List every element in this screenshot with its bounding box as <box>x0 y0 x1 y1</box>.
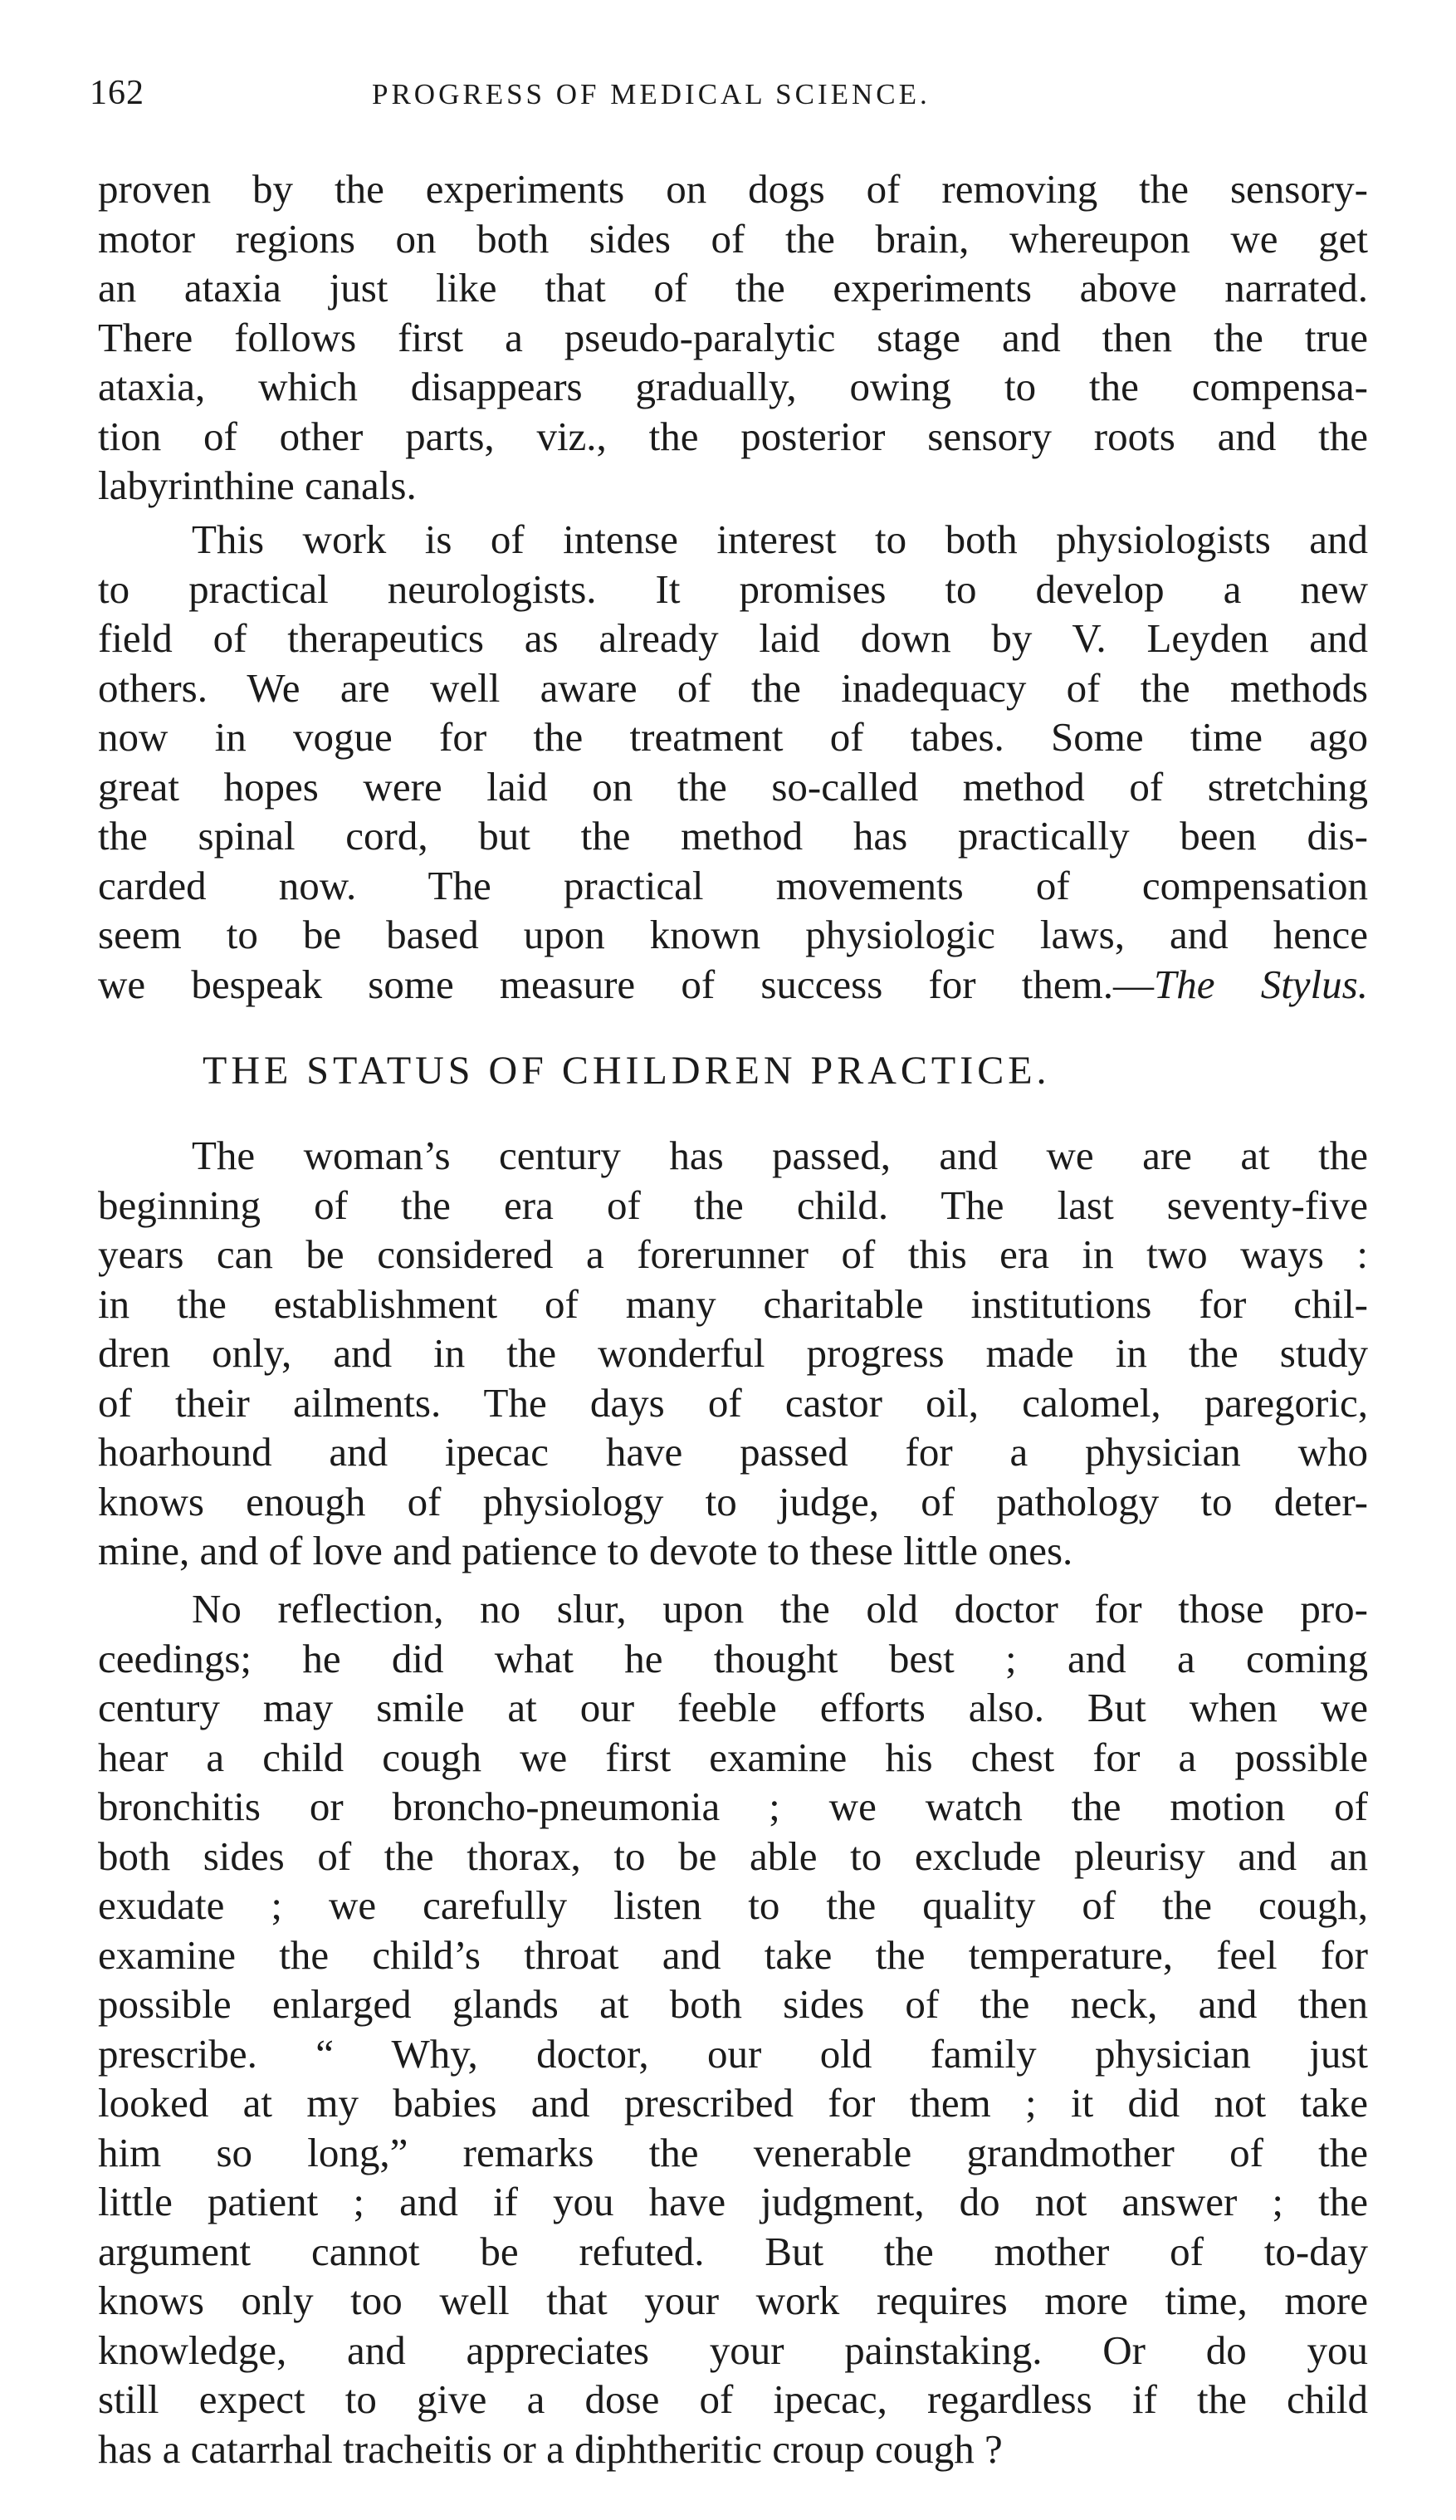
text-line: dren only, and in the wonderful progress made in the study <box>98 1330 1368 1376</box>
text-line: tion of other parts, viz., the posterior sensory roots and the <box>98 413 1368 459</box>
section-heading: THE STATUS OF CHILDREN PRACTICE. <box>203 1049 1051 1093</box>
text-line: him so long,” remarks the venerable grandmother of the <box>98 2129 1368 2175</box>
text-line: the spinal cord, but the method has practically been dis- <box>98 813 1368 859</box>
text-line: great hopes were laid on the so-called method of stretching <box>98 763 1368 810</box>
text-line: prescribe. “ Why, doctor, our old family physician just <box>98 2030 1368 2077</box>
text-line: exudate ; we carefully listen to the quality of the cough, <box>98 1882 1368 1928</box>
text-line: carded now. The practical movements of compensation <box>98 862 1368 908</box>
page-number: 162 <box>90 74 144 112</box>
running-head <box>90 73 1385 123</box>
text-line: examine the child’s throat and take the temperature, feel for <box>98 1931 1368 1978</box>
text-line: There follows first a pseudo-paralytic stage and then the true <box>98 314 1368 360</box>
text-line: of their ailments. The days of castor oil, calomel, paregoric, <box>98 1379 1368 1426</box>
paragraph <box>98 515 1368 1009</box>
text-line: motor regions on both sides of the brain, whereupon we get <box>98 215 1368 262</box>
paragraph-continued <box>98 164 1368 511</box>
text-line: century may smile at our feeble efforts also. But when we <box>98 1685 1368 1730</box>
text-line: ataxia, which disappears gradually, owing to the compensa- <box>98 364 1368 409</box>
text-line: mine, and of love and patience to devote to these little ones. <box>98 1528 1073 1573</box>
text-line: possible enlarged glands at both sides of the neck, and then <box>98 1981 1368 2027</box>
paragraph <box>98 1584 1368 2474</box>
text-line: still expect to give a dose of ipecac, regardless if the child <box>98 2376 1368 2422</box>
text-line: labyrinthine canals. <box>98 462 417 508</box>
text-line: The woman’s century has passed, and we are at the <box>192 1133 1368 1178</box>
text-line: No reflection, no slur, upon the old doctor for those pro- <box>192 1586 1368 1632</box>
text-line: an ataxia just like that of the experiments above narrated. <box>98 265 1368 311</box>
text-line: bronchitis or broncho-pneumonia ; we watch the motion of <box>98 1784 1368 1829</box>
text-line: hear a child cough we first examine his chest for a possible <box>98 1734 1368 1780</box>
text-line: knows only too well that your work requires more time, more <box>98 2278 1368 2323</box>
paragraph <box>98 1131 1368 1576</box>
text-line: others. We are well aware of the inadequacy of the methods <box>98 664 1368 711</box>
text-line: seem to be based upon known physiologic laws, and hence <box>98 912 1368 957</box>
text-line: knows enough of physiology to judge, of pathology to deter- <box>98 1478 1368 1524</box>
text-line-with-source <box>98 960 1368 1010</box>
text-line: has a catarrhal tracheitis or a diphtheritic croup cough ? <box>98 2425 1003 2472</box>
running-title: PROGRESS OF MEDICAL SCIENCE. <box>372 78 931 110</box>
text-line: in the establishment of many charitable institutions for chil- <box>98 1280 1368 1327</box>
text-line: argument cannot be refuted. But the mother of to-day <box>98 2228 1368 2274</box>
text-line: now in vogue for the treatment of tabes. Some time ago <box>98 714 1368 760</box>
text-line: field of therapeutics as already laid down by V. Leyden and <box>98 615 1368 661</box>
text-line: ceedings; he did what he thought best ; and a coming <box>98 1635 1368 1681</box>
text-line: looked at my babies and prescribed for them ; it did not take <box>98 2080 1368 2126</box>
text-line: little patient ; and if you have judgment, do not answer ; the <box>98 2179 1368 2224</box>
text-line: hoarhound and ipecac have passed for a physician who <box>98 1429 1368 1475</box>
text-line-prefix: we bespeak some measure of success for them.— <box>98 961 1155 1007</box>
text-line: proven by the experiments on dogs of removing the sensory- <box>98 166 1368 212</box>
text-line: years can be considered a forerunner of this era in two ways : <box>98 1231 1368 1277</box>
text-line: knowledge, and appreciates your painstaking. Or do you <box>98 2327 1368 2373</box>
text-line: beginning of the era of the child. The last seventy-five <box>98 1182 1368 1228</box>
text-line: both sides of the thorax, to be able to exclude pleurisy and an <box>98 1833 1368 1879</box>
text-line: This work is of intense interest to both physiologists and <box>192 516 1368 562</box>
text-line: to practical neurologists. It promises to develop a new <box>98 565 1368 612</box>
source-citation: The Stylus. <box>1154 961 1368 1007</box>
